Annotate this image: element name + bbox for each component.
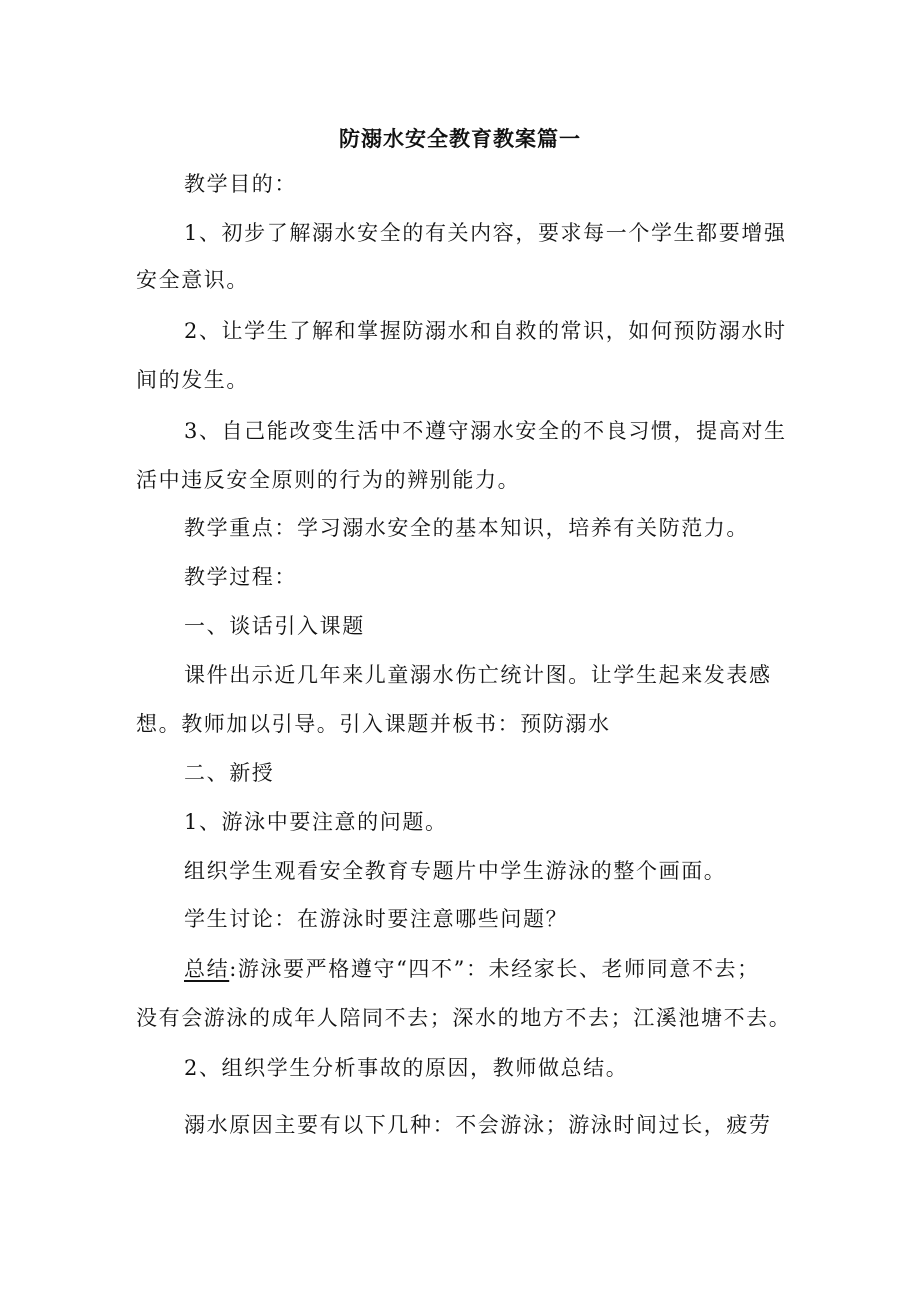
paragraph-line: 间的发生。 xyxy=(136,368,249,392)
paragraph-line: 教学过程： xyxy=(184,565,297,589)
paragraph-line: 1、游泳中要注意的问题。 xyxy=(184,810,448,834)
paragraph-line: 想。教师加以引导。引入课题并板书：预防溺水 xyxy=(136,712,611,736)
summary-line xyxy=(184,954,760,984)
paragraph-line: 安全意识。 xyxy=(136,268,249,292)
paragraph-line: 没有会游泳的成年人陪同不去；深水的地方不去；江溪池塘不去。 xyxy=(136,1006,792,1030)
paragraph-line: 2、让学生了解和掌握防溺水和自救的常识，如何预防溺水时 xyxy=(184,319,787,343)
paragraph-line: 活中违反安全原则的行为的辨别能力。 xyxy=(136,468,521,492)
paragraph-line: 一、谈话引入课题 xyxy=(184,614,365,638)
summary-text: :游泳要严格遵守“四不”：未经家长、老师同意不去； xyxy=(229,957,760,981)
paragraph-line: 3、自己能改变生活中不遵守溺水安全的不良习惯，提高对生 xyxy=(184,419,787,443)
paragraph-line: 教学重点：学习溺水安全的基本知识，培养有关防范力。 xyxy=(184,516,749,540)
paragraph-line: 2、组织学生分析事故的原因，教师做总结。 xyxy=(184,1056,629,1080)
paragraph-line: 1、初步了解溺水安全的有关内容，要求每一个学生都要增强 xyxy=(184,221,787,245)
summary-label: 总结 xyxy=(184,957,230,981)
paragraph-line: 教学目的： xyxy=(184,172,297,196)
paragraph-line: 学生讨论：在游泳时要注意哪些问题？ xyxy=(184,907,569,931)
paragraph-line: 课件出示近几年来儿童溺水伤亡统计图。让学生起来发表感 xyxy=(184,663,772,687)
paragraph-line: 溺水原因主要有以下几种：不会游泳；游泳时间过长，疲劳 xyxy=(184,1113,772,1137)
document-title: 防溺水安全教育教案篇一 xyxy=(339,126,581,151)
paragraph-line: 组织学生观看安全教育专题片中学生游泳的整个画面。 xyxy=(184,859,727,883)
paragraph-line: 二、新授 xyxy=(184,761,275,785)
